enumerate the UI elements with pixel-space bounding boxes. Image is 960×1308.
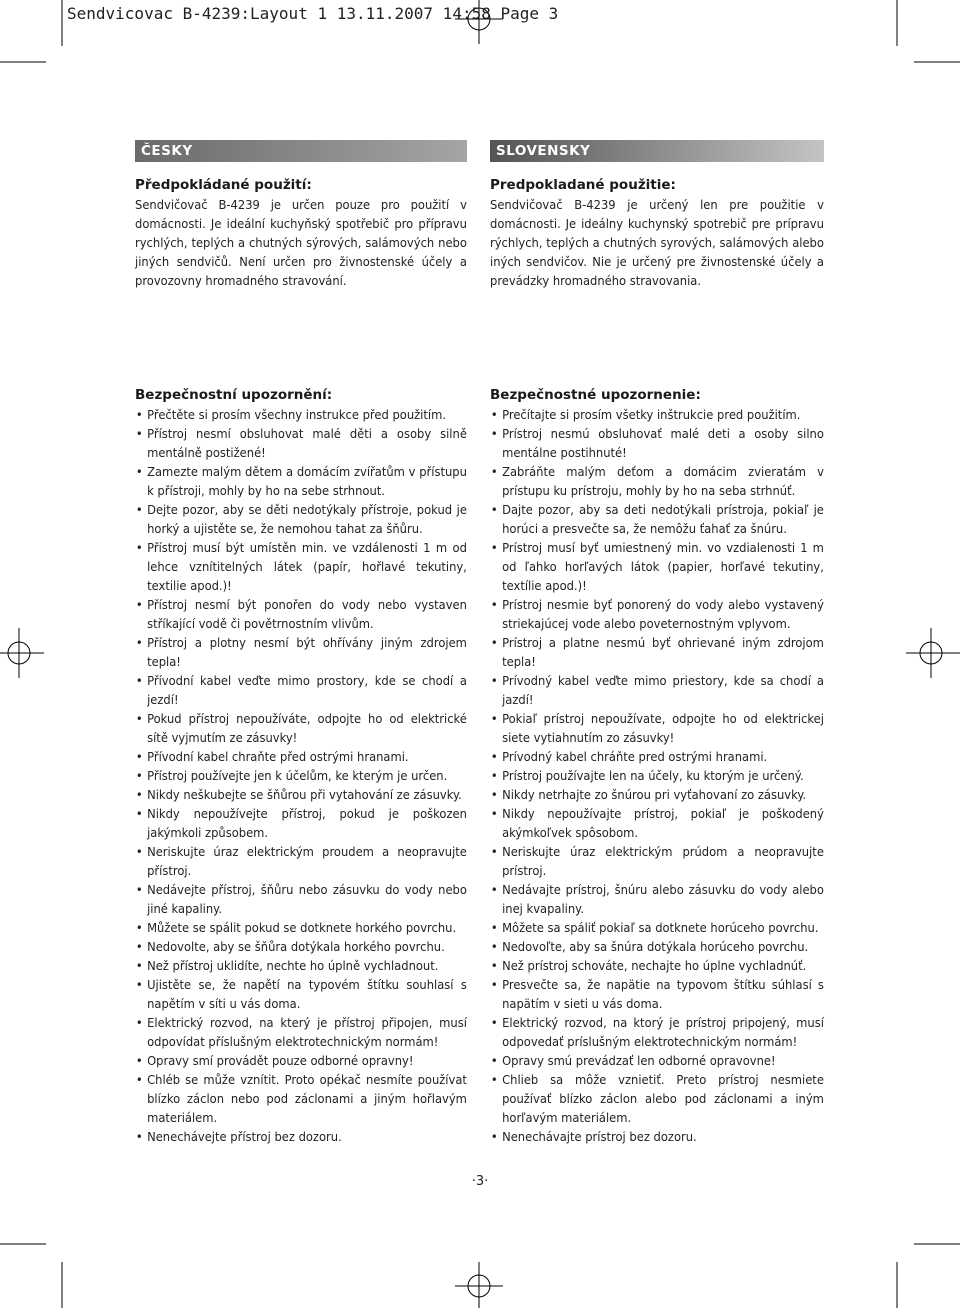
list-item: • Prívodný kabel chráňte pred ostrými hranami.	[490, 747, 824, 766]
slovak-intended-use-text: Sendvičovač B-4239 je určený len pre použitie v domácnosti. Je ideálny kuchynský spotrebič pre prípravu rýchlych, teplých a chutných syrových, salámových alebo iných sendvičov. Nie je určený pre živnostenské účely a prevádzky hromadného stravovania.	[490, 197, 824, 288]
list-item: • Opravy smí provádět pouze odborné opravny!	[135, 1051, 467, 1070]
list-item: • Nedávejte přístroj, šňůru nebo zásuvku do vody nebo jiné kapaliny.	[135, 880, 467, 918]
list-item: • Chlieb sa môže vznietiť. Preto prístroj nesmiete používať blízko záclon alebo pod záclonami a iným horľavým materiálem.	[490, 1070, 824, 1127]
list-item: • Prístroj používajte len na účely, ku ktorým je určený.	[490, 766, 824, 785]
list-item: • Nikdy netrhajte zo šnúrou pri vyťahovaní zo zásuvky.	[490, 785, 824, 804]
list-item: • Nedovoľte, aby sa šnúra dotýkala horúceho povrchu.	[490, 937, 824, 956]
print-slug-line: Sendvicovac B-4239:Layout 1 13.11.2007 14:58 Page 3	[67, 4, 559, 23]
czech-intended-use-text: Sendvičovač B-4239 je určen pouze pro použití v domácnosti. Je ideální kuchyňský spotřebič pro přípravu rychlých, teplých a chutných sýrových, salámových nebo jiných sendvičů. Není určen pro živnostenské účely a provozovny hromadného stravování.	[135, 197, 467, 288]
list-item: • Přístroj nesmí obsluhovat malé děti a osoby silně mentálně postižené!	[135, 424, 467, 462]
list-item: • Neriskujte úraz elektrickým prúdom a neopravujte prístroj.	[490, 842, 824, 880]
list-item: • Zabráňte malým deťom a domácim zvieratám v prístupu ku prístroju, mohly by ho na seba strhnúť.	[490, 462, 824, 500]
list-item: • Přívodní kabel chraňte před ostrými hranami.	[135, 747, 467, 766]
list-item: • Dajte pozor, aby sa deti nedotýkali prístroja, pokiaľ je horúci a presvečte sa, že nemôžu ťahať za šnúru.	[490, 500, 824, 538]
list-item: • Nedávajte prístroj, šnúru alebo zásuvku do vody alebo inej kvapaliny.	[490, 880, 824, 918]
list-item: • Můžete se spálit pokud se dotknete horkého povrchu.	[135, 918, 467, 937]
slovak-intended-use-heading: Predpokladané použitie:	[490, 177, 676, 193]
list-item: • Dejte pozor, aby se děti nedotýkaly přístroje, pokud je horký a ujistěte se, že nemohou tahat za šňůru.	[135, 500, 467, 538]
list-item: • Prístroj nesmú obsluhovať malé deti a osoby silno mentálne postihnuté!	[490, 424, 824, 462]
list-item: • Prečítajte si prosím všetky inštrukcie pred použitím.	[490, 405, 824, 424]
czech-safety-heading: Bezpečnostní upozornění:	[135, 387, 333, 403]
page-number: ·3·	[471, 1174, 489, 1189]
list-item: • Ujistěte se, že napětí na typovém štítku souhlasí s napětím v síti u vás doma.	[135, 975, 467, 1013]
list-item: • Prívodný kabel veďte mimo priestory, kde sa chodí a jazdí!	[490, 671, 824, 709]
list-item: • Přístroj nesmí být ponořen do vody nebo vystaven stříkající vodě či povětrnostním vlivům.	[135, 595, 467, 633]
list-item: • Nenechávejte přístroj bez dozoru.	[135, 1127, 467, 1146]
list-item: • Prístroj a platne nesmú byť ohrievané iným zdrojom tepla!	[490, 633, 824, 671]
list-item: • Pokud přístroj nepoužíváte, odpojte ho od elektrické sítě vyjmutím ze zásuvky!	[135, 709, 467, 747]
list-item: • Přívodní kabel veďte mimo prostory, kde se chodí a jezdí!	[135, 671, 467, 709]
list-item: • Nikdy nepoužívajte prístroj, pokiaľ je poškodený akýmkoľvek spôsobom.	[490, 804, 824, 842]
list-item: • Než přístroj uklidíte, nechte ho úplně vychladnout.	[135, 956, 467, 975]
list-item: • Chléb se může vznítit. Proto opékač nesmíte používat blízko záclon nebo pod záclonami a jiným hořlavým materiálem.	[135, 1070, 467, 1127]
list-item: • Nenechávajte prístroj bez dozoru.	[490, 1127, 824, 1146]
list-item: • Neriskujte úraz elektrickým proudem a neopravujte přístroj.	[135, 842, 467, 880]
czech-intended-use-heading: Předpokládané použití:	[135, 177, 312, 193]
list-item: • Prístroj nesmie byť ponorený do vody alebo vystavený striekajúcej vode alebo poveternostným vplyvom.	[490, 595, 824, 633]
slovak-section-band: SLOVENSKY	[490, 140, 824, 162]
list-item: • Presvečte sa, že napätie na typovom štítku súhlasí s napätím v sieti u vás doma.	[490, 975, 824, 1013]
list-item: • Než prístroj schováte, nechajte ho úplne vychladnúť.	[490, 956, 824, 975]
list-item: • Pokiaľ prístroj nepoužívate, odpojte ho od elektrickej siete vytiahnutím zo zásuvky!	[490, 709, 824, 747]
list-item: • Nikdy neškubejte se šňůrou při vytahování ze zásuvky.	[135, 785, 467, 804]
list-item: • Přístroj a plotny nesmí být ohřívány jiným zdrojem tepla!	[135, 633, 467, 671]
list-item: • Elektrický rozvod, na ktorý je prístroj pripojený, musí odpovedať príslušným elektrotechnickým normám!	[490, 1013, 824, 1051]
list-item: • Přístroj musí být umístěn min. ve vzdálenosti 1 m od lehce vznítitelných látek (papír, hořlavé tekutiny, textilie apod.)!	[135, 538, 467, 595]
list-item: • Zamezte malým dětem a domácím zvířatům v přístupu k přístroji, mohly by ho na sebe strhnout.	[135, 462, 467, 500]
slovak-safety-heading: Bezpečnostné upozornenie:	[490, 387, 701, 403]
czech-section-band: ČESKY	[135, 140, 467, 162]
list-item: • Přístroj používejte jen k účelům, ke kterým je určen.	[135, 766, 467, 785]
list-item: • Přečtěte si prosím všechny instrukce před použitím.	[135, 405, 467, 424]
list-item: • Nikdy nepoužívejte přístroj, pokud je poškozen jakýmkoli způsobem.	[135, 804, 467, 842]
list-item: • Elektrický rozvod, na který je přístroj připojen, musí odpovídat příslušným elektrotechnickým normám!	[135, 1013, 467, 1051]
list-item: • Prístroj musí byť umiestnený min. vo vzdialenosti 1 m od ľahko horľavých látok (papier, horľavé tekutiny, textílie apod.)!	[490, 538, 824, 595]
list-item: • Opravy smú prevádzať len odborné opravovne!	[490, 1051, 824, 1070]
list-item: • Môžete sa spáliť pokiaľ sa dotknete horúceho povrchu.	[490, 918, 824, 937]
list-item: • Nedovolte, aby se šňůra dotýkala horkého povrchu.	[135, 937, 467, 956]
